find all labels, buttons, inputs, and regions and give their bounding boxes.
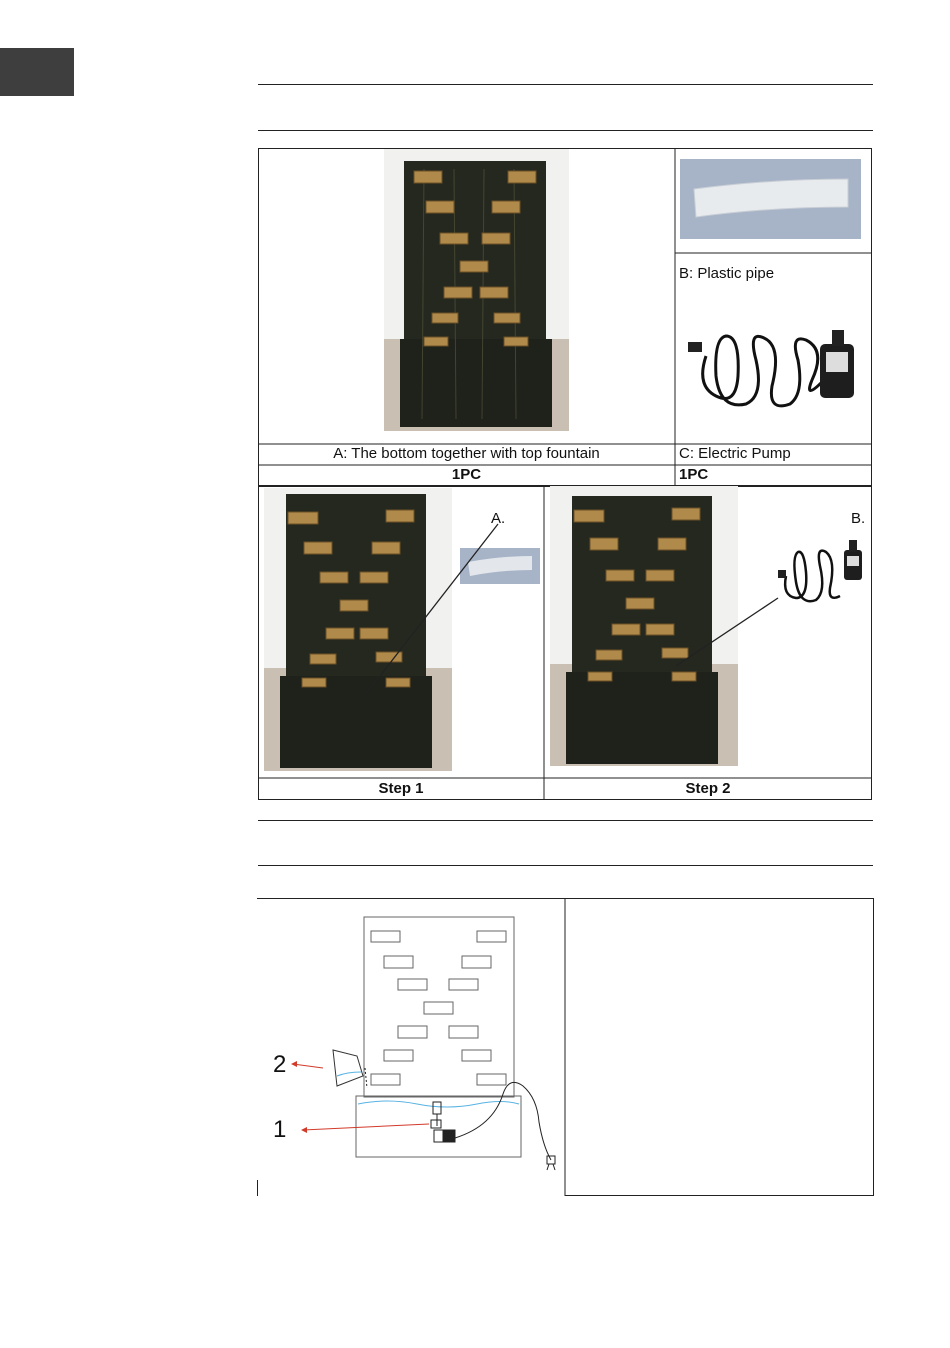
step1-label: Step 1 [378, 780, 424, 797]
part-c-quantity: 1PC [679, 466, 709, 483]
heading-rule-2-bottom [258, 865, 873, 866]
step2-callout-label: B. [851, 510, 866, 527]
step2-label: Step 2 [685, 780, 731, 797]
step1-leader-line [258, 486, 544, 778]
parts-table [258, 148, 872, 486]
part-a-caption: A: The bottom together with top fountain [333, 445, 600, 462]
section-tab-marker [0, 48, 74, 96]
diagram-label-2: 2 [273, 1051, 287, 1078]
step1-callout-label: A. [491, 510, 506, 527]
part-a-quantity: 1PC [451, 466, 482, 483]
fountain-photo-icon [384, 149, 569, 431]
diagram-label-1: 1 [273, 1116, 287, 1143]
steps-table [258, 486, 872, 800]
part-b-caption: B: Plastic pipe [679, 265, 775, 282]
plastic-pipe-photo-icon [680, 159, 861, 239]
step2-leader-line [544, 486, 872, 778]
filling-diagram-icon [257, 898, 565, 1196]
heading-rule-2-top [258, 820, 873, 821]
part-c-caption: C: Electric Pump [679, 445, 791, 462]
heading-rule-bottom [258, 130, 873, 131]
electric-pump-photo-icon [686, 316, 866, 418]
diagram-table [257, 898, 874, 1196]
heading-rule-top [258, 84, 873, 85]
